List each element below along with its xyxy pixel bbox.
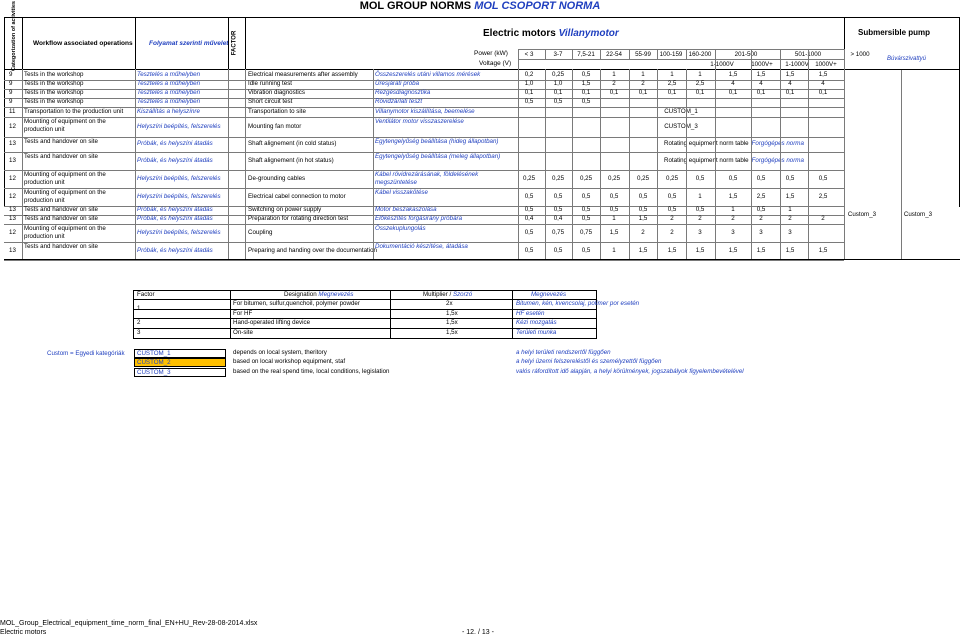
row-workflow-en: Tests and handover on site	[24, 206, 98, 213]
row-value: 1,0	[524, 80, 534, 87]
motor-title-en: Electric motors	[483, 28, 556, 39]
table-bottom	[4, 259, 960, 260]
row-category: 9	[9, 89, 13, 96]
row-value: 2	[731, 215, 735, 222]
pump-custom-1: Custom_3	[847, 211, 877, 218]
row-value: 0,5	[728, 175, 738, 182]
power-range-1: 3-7	[553, 51, 563, 58]
row-operation-en: De-grounding cables	[248, 175, 306, 182]
row-value: 0,5	[609, 206, 619, 213]
row-operation-en: Shaft alignement (in cold status)	[248, 140, 337, 147]
row-value: 1,5	[756, 71, 766, 78]
row-value: 0,25	[579, 175, 593, 182]
row-operation-hu: Kábel visszakötése	[375, 189, 428, 196]
page-title	[0, 0, 960, 12]
col-divider	[686, 69, 687, 259]
power-range-3: 22-54	[606, 51, 622, 58]
legend-desc-hu: a helyi területi rendszertől függően	[516, 349, 611, 356]
row-workflow-hu: Próbák, és helyszíni átadás	[137, 215, 213, 222]
row-workflow-en: Tests in the workshop	[24, 71, 84, 78]
row-category: 13	[9, 157, 16, 164]
header-col-divider	[545, 49, 546, 59]
col-divider	[518, 69, 519, 259]
footer-sheet: Electric motors	[0, 629, 47, 636]
header-col-divider	[572, 49, 573, 59]
row-value: 0,1	[695, 89, 705, 96]
factor-header: FACTOR	[231, 30, 238, 56]
pump-col-divider	[901, 70, 902, 259]
row-value: 1	[698, 71, 702, 78]
voltage-range-0: 1-1000V	[710, 61, 734, 68]
rotating-norm-hu: Forgógépes norma	[751, 140, 804, 147]
row-value: 0,25	[665, 175, 679, 182]
row-workflow-en: Tests and handover on site	[24, 243, 98, 250]
row-value: 0,5	[581, 206, 591, 213]
row-operation-hu: Üresjárati próba	[375, 80, 420, 87]
row-workflow-en: Tests in the workshop	[24, 89, 84, 96]
col-divider	[629, 69, 630, 259]
col-divider	[808, 69, 809, 259]
row-value: 0,5	[553, 98, 563, 105]
row-value: 2	[641, 80, 645, 87]
factor-row-designation: For HF	[233, 310, 253, 317]
row-value: 0,75	[551, 229, 565, 236]
row-value: 0,1	[581, 89, 591, 96]
row-divider	[4, 260, 844, 261]
row-value: 0,5	[553, 206, 563, 213]
row-value: 0,5	[609, 193, 619, 200]
categorization-en: Categorization of activities	[11, 1, 17, 71]
row-value: 0,1	[728, 89, 738, 96]
footer-page: - 12. / 13 -	[462, 629, 494, 636]
row-value: 0,1	[553, 89, 563, 96]
row-value: 0,5	[524, 247, 534, 254]
row-value: 1	[612, 247, 616, 254]
row-value: 3	[759, 229, 763, 236]
rotating-norm-en: Rotating equipment norm table	[664, 157, 749, 164]
legend-swatch-1: CUSTOM_1	[134, 349, 226, 358]
factor-row-number: 2	[137, 319, 141, 326]
factor-row-multiplier: 1,5x	[446, 310, 458, 317]
row-workflow-hu: Próbák, és helyszíni átadás	[137, 140, 213, 147]
row-workflow-en: Mounting of equipment on the production unit	[24, 118, 106, 133]
row-value: 0,5	[581, 71, 591, 78]
header-col-divider	[780, 49, 781, 69]
row-value: 0,1	[667, 89, 677, 96]
row-value: 1	[788, 206, 792, 213]
row-value: 1	[670, 71, 674, 78]
power-range-6: 160-200	[688, 51, 712, 58]
factor-row-designation: For bitumen, sulfur,quenchoil, polymer powder	[233, 300, 360, 307]
motor-title	[483, 28, 619, 39]
row-value: 1,5	[667, 247, 677, 254]
row-workflow-hu: Helyszíni beépítés, felszerelés	[137, 229, 221, 236]
legend-desc-en: based on local workshop equipment, staf	[233, 358, 346, 365]
factor-col-header: Factor	[137, 291, 155, 298]
col-divider	[844, 69, 845, 259]
row-workflow-hu: Próbák, és helyszíni átadás	[137, 157, 213, 164]
factor-row-number: 3	[137, 329, 141, 336]
row-operation-hu: Villanymotor kiszállítása, beemelése	[375, 108, 475, 115]
header-col-divider	[600, 49, 601, 59]
row-workflow-en: Tests in the workshop	[24, 80, 84, 87]
row-operation-hu: Rövidzárlati teszt	[375, 98, 423, 105]
row-value: 0,5	[638, 193, 648, 200]
desc-col-header: Megnevezés	[531, 291, 567, 298]
row-operation-en: Preparation for rotating direction test	[248, 215, 349, 222]
row-value: 0,25	[522, 175, 536, 182]
header-col-divider	[751, 49, 752, 69]
legend-desc-en: depends on local system, theritory	[233, 349, 327, 356]
col-divider	[22, 69, 23, 259]
designation-hu: Megnevezés	[318, 291, 354, 298]
designation-en: Designation	[284, 291, 317, 298]
row-workflow-hu: Helyszíni beépítés, felszerelés	[137, 123, 221, 130]
row-operation-hu: Egytengelyűség beállítása (hideg állapotban)	[375, 138, 499, 145]
header-col-divider	[686, 49, 687, 59]
row-operation-en: Transportation to site	[248, 108, 306, 115]
row-value: 3	[788, 229, 792, 236]
voltage-range-3: 1000V+	[815, 61, 837, 68]
row-divider	[4, 80, 844, 81]
header-col-divider	[657, 49, 658, 59]
row-category: 9	[9, 80, 13, 87]
row-operation-hu: Ventilátor motor visszaszerelése	[375, 118, 464, 125]
row-value: 4	[788, 80, 792, 87]
row-category: 9	[9, 98, 13, 105]
pump-title: Submersible pump	[858, 28, 931, 37]
row-value: 1	[698, 193, 702, 200]
row-divider	[4, 98, 844, 99]
row-workflow-en: Mounting of equipment on the production unit	[24, 189, 106, 204]
designation-col-header	[284, 291, 354, 298]
col-divider	[657, 69, 658, 259]
row-category: 9	[9, 71, 13, 78]
factor-row-desc: HF esetén	[516, 310, 545, 317]
row-value: 0,2	[524, 71, 534, 78]
page-title-en: MOL GROUP NORMS	[359, 0, 472, 12]
row-value: 0,1	[638, 89, 648, 96]
row-value: 1,5	[728, 71, 738, 78]
legend-desc-hu: a helyi üzemi felszereléstől és személyzettől függően	[516, 358, 662, 365]
power-range-7: 201-500	[734, 51, 758, 58]
factor-row-multiplier: 1,5x	[446, 329, 458, 336]
row-value: 1,5	[609, 229, 619, 236]
row-workflow-en: Tests and handover on site	[24, 215, 98, 222]
row-value: 2	[641, 229, 645, 236]
col-divider	[600, 69, 601, 259]
header-col-divider	[808, 49, 809, 69]
rotating-norm-en: Rotating equipment norm table	[664, 140, 749, 147]
power-range-8: 501-1000	[794, 51, 822, 58]
row-value: 1,5	[785, 247, 795, 254]
row-category: 12	[9, 123, 16, 130]
legend-swatch-2: CUSTOM_2	[134, 358, 226, 367]
row-value: 4	[821, 80, 825, 87]
categorization-header	[11, 1, 17, 71]
row-value: 1,5	[728, 247, 738, 254]
row-category: 12	[9, 175, 16, 182]
row-value: 2	[670, 215, 674, 222]
row-value: 1,5	[695, 247, 705, 254]
row-operation-en: Vibration diagnostics	[248, 89, 305, 96]
row-value: 0,5	[756, 206, 766, 213]
row-category: 13	[9, 140, 16, 147]
row-value: 0,25	[551, 71, 565, 78]
row-operation-en: Shaft alignement (in hot status)	[248, 157, 334, 164]
row-value: 0,5	[553, 193, 563, 200]
row-category: 12	[9, 193, 16, 200]
row-workflow-hu: Próbák, és helyszíni átadás	[137, 206, 213, 213]
row-operation-hu: Dokumentáció készítése, átadása	[375, 243, 468, 250]
row-value: 2	[670, 229, 674, 236]
row-value: 0,5	[581, 193, 591, 200]
col-divider	[228, 69, 229, 259]
highlight-fill	[845, 70, 959, 259]
row-value: 2,5	[818, 193, 828, 200]
row-category: 12	[9, 229, 16, 236]
row-operation-en: Coupling	[248, 229, 273, 236]
pump-custom-2: Custom_3	[903, 211, 933, 218]
row-workflow-en: Tests and handover on site	[24, 153, 98, 160]
row-value: 1,5	[728, 193, 738, 200]
page-title-hu: MOL CSOPORT NORMA	[474, 0, 601, 12]
row-operation-en: Idle running test	[248, 80, 293, 87]
row-value: 0,5	[667, 193, 677, 200]
row-value: 0,75	[579, 229, 593, 236]
power-range-4: 55-99	[635, 51, 651, 58]
row-operation-hu: Előkészítés forgásirány próbára	[375, 215, 463, 222]
voltage-range-2: 1-1000V	[785, 61, 809, 68]
row-value: 2	[612, 80, 616, 87]
header-col-divider	[844, 49, 845, 69]
row-value: 4	[731, 80, 735, 87]
row-operation-en: Electrical cabel connection to motor	[248, 193, 346, 200]
factor-row-desc: Kézi mozgatás	[516, 319, 557, 326]
col-divider	[751, 69, 752, 259]
row-value: 0,1	[524, 89, 534, 96]
row-value: 0,1	[609, 89, 619, 96]
col-divider	[780, 69, 781, 259]
row-value: 0,5	[524, 206, 534, 213]
row-workflow-hu: Tesztelés a műhelyben	[137, 89, 201, 96]
power-range-9: > 1000	[850, 51, 870, 58]
row-value: 0,5	[818, 175, 828, 182]
rotating-norm-hu: Forgógépes norma	[751, 157, 804, 164]
header-col-divider	[629, 49, 630, 59]
row-value: 0,4	[553, 215, 563, 222]
row-custom-merged: CUSTOM_3	[664, 123, 698, 130]
row-operation-hu: Egytengelyűség beállítása (meleg állapotban)	[375, 153, 501, 160]
row-value: 1,5	[785, 71, 795, 78]
motor-title-hu: Villanymotor	[558, 28, 619, 39]
row-operation-en: Electrical measurements after assembly	[248, 71, 358, 78]
factor-row-multiplier: 2x	[446, 300, 453, 307]
row-value: 2	[788, 215, 792, 222]
row-value: 0,5	[695, 175, 705, 182]
voltage-label: Voltage (V)	[479, 60, 512, 67]
row-value: 0,5	[638, 206, 648, 213]
row-value: 1,5	[785, 193, 795, 200]
custom-legend-label	[47, 350, 125, 357]
row-value: 2	[759, 215, 763, 222]
row-value: 2	[698, 215, 702, 222]
row-operation-en: Preparing and handing over the documentation	[248, 247, 377, 254]
row-value: 2,5	[756, 193, 766, 200]
row-operation-en: Switching on power supply	[248, 206, 322, 213]
row-value: 1	[612, 71, 616, 78]
row-value: 4	[759, 80, 763, 87]
col-divider	[545, 69, 546, 259]
multiplier-hu: Szorzó	[452, 291, 473, 298]
row-value: 0,25	[636, 175, 650, 182]
row-value: 0,5	[524, 229, 534, 236]
row-value: 0,5	[581, 98, 591, 105]
row-value: 2,5	[695, 80, 705, 87]
row-value: 0,5	[581, 247, 591, 254]
row-workflow-en: Tests in the workshop	[24, 98, 84, 105]
row-value: 0,1	[756, 89, 766, 96]
row-value: 3	[698, 229, 702, 236]
pump-title-hu: Búvárszivattyú	[887, 56, 927, 62]
row-rotating-norm	[664, 140, 804, 147]
row-category: 13	[9, 206, 16, 213]
legend-desc-hu: valós ráfordított idő alapján, a helyi körülmények, jogszabályok figyelembevételével	[516, 368, 744, 375]
col-divider	[245, 69, 246, 259]
multiplier-en: Multiplier /	[423, 291, 452, 298]
voltage-range-1: 1000V+	[751, 61, 773, 68]
row-workflow-hu: Helyszíni beépítés, felszerelés	[137, 193, 221, 200]
row-value: 1	[731, 206, 735, 213]
row-category: 11	[9, 108, 16, 115]
row-workflow-en: Tests and handover on site	[24, 138, 98, 145]
row-value: 1,5	[756, 247, 766, 254]
row-value: 0,5	[524, 193, 534, 200]
row-value: 0,25	[551, 175, 565, 182]
custom-legend-text: Custom = Egyedi kategóriák	[47, 350, 125, 357]
row-workflow-hu: Tesztelés a műhelyben	[137, 98, 201, 105]
row-value: 1,5	[818, 247, 828, 254]
col-divider	[572, 69, 573, 259]
row-value: 2,5	[667, 80, 677, 87]
row-custom-merged: CUSTOM_1	[664, 108, 698, 115]
row-rotating-norm	[664, 157, 804, 164]
multiplier-col-header	[423, 291, 472, 298]
row-workflow-en: Transportation to the production unit	[24, 108, 124, 115]
row-value: 0,5	[785, 175, 795, 182]
row-operation-hu: Kábel rövidrezárásának, földelésének megszüntetése	[375, 171, 479, 186]
legend-desc-en: based on the real spend time, local conditions, legislation	[233, 368, 390, 375]
row-operation-hu: Rezgésdiagnosztika	[375, 89, 431, 96]
row-value: 1,5	[818, 71, 828, 78]
row-value: 0,5	[667, 206, 677, 213]
row-value: 1	[612, 215, 616, 222]
col-divider	[373, 69, 374, 259]
row-workflow-hu: Kiszállítás a helyszínre	[137, 108, 200, 115]
row-workflow-en: Mounting of equipment on the production unit	[24, 171, 106, 186]
row-workflow-hu: Próbák, és helyszíni átadás	[137, 247, 213, 254]
row-value: 0,4	[524, 215, 534, 222]
row-operation-hu: Összeszerelés utáni villamos mérések	[375, 71, 481, 78]
row-value: 0,5	[695, 206, 705, 213]
row-value: 1,5	[581, 80, 591, 87]
row-value: 3	[731, 229, 735, 236]
power-range-5: 100-159	[659, 51, 683, 58]
factor-row-designation: On-site	[233, 329, 253, 336]
row-operation-hu: Összekuplungolás	[375, 225, 426, 232]
factor-row-multiplier: 1,5x	[446, 319, 458, 326]
col-divider	[135, 69, 136, 259]
factor-row-desc: Bitumen, kén, kvencsolaj, polimer por esetén	[516, 300, 640, 307]
power-range-0: < 3	[524, 51, 534, 58]
workflow-header-hu: Folyamat szerinti művelet	[149, 40, 229, 47]
row-value: 0,5	[524, 98, 534, 105]
row-operation-en: Mounting fan motor	[248, 123, 302, 130]
row-value: 0,5	[553, 247, 563, 254]
factor-row-desc: Területi munka	[516, 329, 557, 336]
row-value: 0,5	[581, 215, 591, 222]
row-value: 1,0	[553, 80, 563, 87]
factor-row-designation: Hand-operated lifting device	[233, 319, 311, 326]
footer-file: MOL_Group_Electrical_equipment_time_norm_final_EN+HU_Rev-28-08-2014.xlsx	[0, 620, 258, 627]
row-workflow-en: Mounting of equipment on the production unit	[24, 225, 106, 240]
row-value: 0,5	[756, 175, 766, 182]
col-divider	[715, 69, 716, 259]
row-operation-en: Short circuit test	[248, 98, 293, 105]
row-value: 1,5	[638, 215, 648, 222]
factor-row-number: 1	[137, 305, 141, 312]
power-label: Power (kW)	[474, 50, 508, 57]
row-value: 1	[641, 71, 645, 78]
power-range-2: 7,5-21	[577, 51, 595, 58]
header-col-divider	[715, 49, 716, 69]
row-operation-hu: Motor beszakaszolása	[375, 206, 437, 213]
row-workflow-hu: Tesztelés a műhelyben	[137, 71, 201, 78]
row-value: 0,1	[818, 89, 828, 96]
row-value: 0,1	[785, 89, 795, 96]
row-category: 13	[9, 247, 16, 254]
workflow-header-en: Workflow associated operations	[33, 40, 133, 47]
row-value: 2	[821, 215, 825, 222]
row-value: 0,25	[607, 175, 621, 182]
row-value: 1,5	[638, 247, 648, 254]
row-category: 13	[9, 215, 16, 222]
legend-swatch-3: CUSTOM_3	[134, 368, 226, 377]
row-workflow-hu: Tesztelés a műhelyben	[137, 80, 201, 87]
row-workflow-hu: Helyszíni beépítés, felszerelés	[137, 175, 221, 182]
